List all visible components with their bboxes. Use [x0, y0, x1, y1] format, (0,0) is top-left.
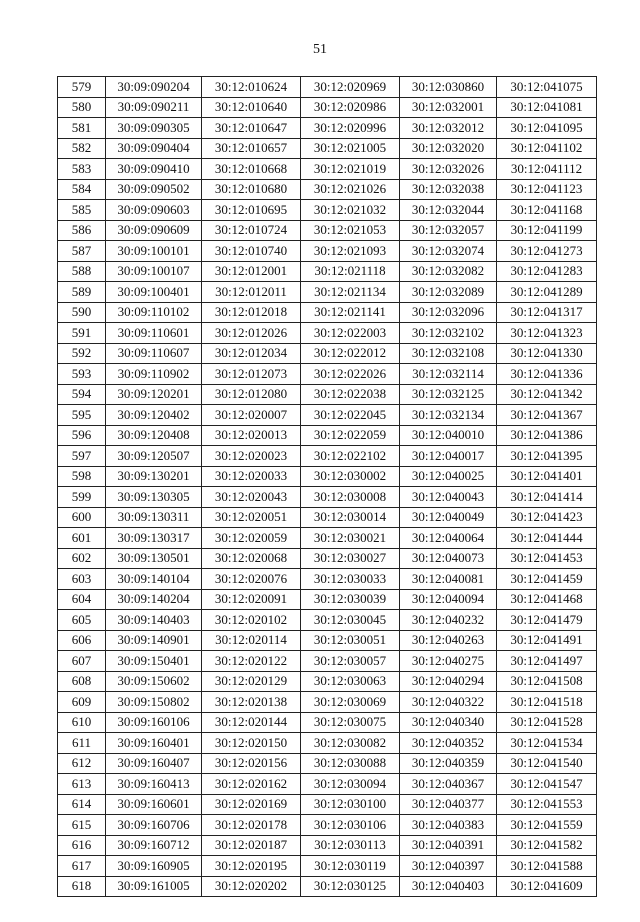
table-row	[58, 97, 597, 118]
cadastral-cell-col1: 30:09:120201	[106, 384, 202, 405]
cadastral-cell-col2: 30:12:020091	[202, 589, 301, 610]
row-number-cell: 614	[58, 794, 106, 815]
cadastral-cell-col2: 30:12:010724	[202, 220, 301, 241]
row-number-cell: 605	[58, 610, 106, 631]
cadastral-cell-col1: 30:09:100101	[106, 241, 202, 262]
cadastral-cell-col1: 30:09:110607	[106, 343, 202, 364]
row-number-cell: 599	[58, 487, 106, 508]
cadastral-cell-col3: 30:12:030057	[301, 651, 400, 672]
cadastral-cell-col1: 30:09:160413	[106, 774, 202, 795]
cadastral-cell-col1: 30:09:160601	[106, 794, 202, 815]
cadastral-cell-col5: 30:12:041423	[497, 507, 597, 528]
cadastral-cell-col2: 30:12:020178	[202, 815, 301, 836]
table-row	[58, 302, 597, 323]
table-row	[58, 446, 597, 467]
cadastral-cell-col2: 30:12:020013	[202, 425, 301, 446]
cadastral-cell-col1: 30:09:161005	[106, 876, 202, 897]
cadastral-cell-col3: 30:12:030106	[301, 815, 400, 836]
row-number-cell: 592	[58, 343, 106, 364]
cadastral-cell-col4: 30:12:032134	[400, 405, 497, 426]
table-row	[58, 118, 597, 139]
cadastral-cell-col3: 30:12:022045	[301, 405, 400, 426]
cadastral-cell-col2: 30:12:020138	[202, 692, 301, 713]
cadastral-cell-col1: 30:09:090502	[106, 179, 202, 200]
cadastral-cell-col4: 30:12:032026	[400, 159, 497, 180]
table-row	[58, 528, 597, 549]
row-number-cell: 596	[58, 425, 106, 446]
row-number-cell: 585	[58, 200, 106, 221]
cadastral-cell-col3: 30:12:030033	[301, 569, 400, 590]
cadastral-cell-col2: 30:12:020162	[202, 774, 301, 795]
cadastral-cell-col1: 30:09:130305	[106, 487, 202, 508]
table-row	[58, 774, 597, 795]
cadastral-cell-col3: 30:12:021032	[301, 200, 400, 221]
cadastral-cell-col3: 30:12:020996	[301, 118, 400, 139]
cadastral-cell-col5: 30:12:041081	[497, 97, 597, 118]
row-number-cell: 587	[58, 241, 106, 262]
cadastral-cell-col2: 30:12:012026	[202, 323, 301, 344]
cadastral-cell-col3: 30:12:021141	[301, 302, 400, 323]
table-row	[58, 77, 597, 98]
cadastral-cell-col3: 30:12:021026	[301, 179, 400, 200]
cadastral-cell-col5: 30:12:041559	[497, 815, 597, 836]
row-number-cell: 615	[58, 815, 106, 836]
cadastral-cell-col3: 30:12:022026	[301, 364, 400, 385]
row-number-cell: 609	[58, 692, 106, 713]
cadastral-cell-col3: 30:12:020986	[301, 97, 400, 118]
row-number-cell: 607	[58, 651, 106, 672]
table-row	[58, 610, 597, 631]
table-row	[58, 753, 597, 774]
cadastral-cell-col2: 30:12:020144	[202, 712, 301, 733]
cadastral-cell-col2: 30:12:020150	[202, 733, 301, 754]
table-row	[58, 200, 597, 221]
table-row	[58, 487, 597, 508]
cadastral-cell-col3: 30:12:021019	[301, 159, 400, 180]
cadastral-cell-col5: 30:12:041095	[497, 118, 597, 139]
cadastral-cell-col2: 30:12:020051	[202, 507, 301, 528]
cadastral-cell-col4: 30:12:040275	[400, 651, 497, 672]
cadastral-cell-col3: 30:12:030008	[301, 487, 400, 508]
cadastral-cell-col1: 30:09:090204	[106, 77, 202, 98]
cadastral-cell-col4: 30:12:030860	[400, 77, 497, 98]
row-number-cell: 602	[58, 548, 106, 569]
table-row	[58, 589, 597, 610]
row-number-cell: 593	[58, 364, 106, 385]
row-number-cell: 613	[58, 774, 106, 795]
cadastral-cell-col2: 30:12:020059	[202, 528, 301, 549]
cadastral-cell-col5: 30:12:041540	[497, 753, 597, 774]
cadastral-cell-col1: 30:09:160407	[106, 753, 202, 774]
table-row	[58, 364, 597, 385]
cadastral-cell-col5: 30:12:041330	[497, 343, 597, 364]
cadastral-cell-col1: 30:09:090305	[106, 118, 202, 139]
cadastral-cell-col3: 30:12:020969	[301, 77, 400, 98]
cadastral-cell-col5: 30:12:041528	[497, 712, 597, 733]
cadastral-cell-col2: 30:12:020169	[202, 794, 301, 815]
cadastral-cell-col2: 30:12:012018	[202, 302, 301, 323]
cadastral-cell-col3: 30:12:021005	[301, 138, 400, 159]
cadastral-cell-col4: 30:12:040064	[400, 528, 497, 549]
table-row	[58, 282, 597, 303]
cadastral-cell-col2: 30:12:010668	[202, 159, 301, 180]
cadastral-cell-col2: 30:12:020076	[202, 569, 301, 590]
cadastral-cell-col2: 30:12:020102	[202, 610, 301, 631]
cadastral-cell-col1: 30:09:130317	[106, 528, 202, 549]
cadastral-cell-col1: 30:09:160905	[106, 856, 202, 877]
cadastral-cell-col1: 30:09:110601	[106, 323, 202, 344]
table-row	[58, 794, 597, 815]
cadastral-cell-col3: 30:12:030069	[301, 692, 400, 713]
table-row	[58, 876, 597, 897]
cadastral-cell-col1: 30:09:090603	[106, 200, 202, 221]
cadastral-cell-col2: 30:12:020129	[202, 671, 301, 692]
cadastral-cell-col3: 30:12:030014	[301, 507, 400, 528]
cadastral-cell-col1: 30:09:110902	[106, 364, 202, 385]
cadastral-cell-col1: 30:09:100107	[106, 261, 202, 282]
table-row	[58, 548, 597, 569]
cadastral-cell-col2: 30:12:020114	[202, 630, 301, 651]
cadastral-table	[57, 76, 597, 897]
table-row	[58, 630, 597, 651]
cadastral-cell-col3: 30:12:030100	[301, 794, 400, 815]
table-row	[58, 220, 597, 241]
cadastral-cell-col5: 30:12:041317	[497, 302, 597, 323]
cadastral-cell-col1: 30:09:140403	[106, 610, 202, 631]
cadastral-cell-col2: 30:12:012034	[202, 343, 301, 364]
row-number-cell: 601	[58, 528, 106, 549]
cadastral-cell-col4: 30:12:040263	[400, 630, 497, 651]
cadastral-cell-col4: 30:12:040073	[400, 548, 497, 569]
cadastral-cell-col2: 30:12:020156	[202, 753, 301, 774]
cadastral-cell-col4: 30:12:040232	[400, 610, 497, 631]
cadastral-cell-col5: 30:12:041075	[497, 77, 597, 98]
cadastral-cell-col3: 30:12:030063	[301, 671, 400, 692]
cadastral-cell-col5: 30:12:041273	[497, 241, 597, 262]
cadastral-cell-col2: 30:12:010695	[202, 200, 301, 221]
table-row	[58, 835, 597, 856]
table-row	[58, 651, 597, 672]
row-number-cell: 610	[58, 712, 106, 733]
cadastral-cell-col4: 30:12:040359	[400, 753, 497, 774]
cadastral-cell-col3: 30:12:030045	[301, 610, 400, 631]
cadastral-cell-col5: 30:12:041609	[497, 876, 597, 897]
cadastral-cell-col2: 30:12:012011	[202, 282, 301, 303]
cadastral-cell-col3: 30:12:030039	[301, 589, 400, 610]
cadastral-cell-col4: 30:12:040367	[400, 774, 497, 795]
cadastral-cell-col5: 30:12:041414	[497, 487, 597, 508]
cadastral-cell-col4: 30:12:032057	[400, 220, 497, 241]
cadastral-cell-col5: 30:12:041582	[497, 835, 597, 856]
cadastral-cell-col5: 30:12:041283	[497, 261, 597, 282]
cadastral-cell-col2: 30:12:020187	[202, 835, 301, 856]
cadastral-cell-col3: 30:12:021134	[301, 282, 400, 303]
row-number-cell: 589	[58, 282, 106, 303]
cadastral-cell-col4: 30:12:032082	[400, 261, 497, 282]
cadastral-cell-col2: 30:12:020122	[202, 651, 301, 672]
cadastral-cell-col3: 30:12:030075	[301, 712, 400, 733]
cadastral-cell-col1: 30:09:130311	[106, 507, 202, 528]
row-number-cell: 595	[58, 405, 106, 426]
cadastral-cell-col1: 30:09:140104	[106, 569, 202, 590]
cadastral-cell-col5: 30:12:041336	[497, 364, 597, 385]
row-number-cell: 598	[58, 466, 106, 487]
cadastral-cell-col4: 30:12:032074	[400, 241, 497, 262]
cadastral-cell-col1: 30:09:130501	[106, 548, 202, 569]
cadastral-cell-col4: 30:12:040397	[400, 856, 497, 877]
row-number-cell: 612	[58, 753, 106, 774]
cadastral-cell-col5: 30:12:041386	[497, 425, 597, 446]
row-number-cell: 617	[58, 856, 106, 877]
cadastral-cell-col2: 30:12:020195	[202, 856, 301, 877]
cadastral-cell-col5: 30:12:041199	[497, 220, 597, 241]
row-number-cell: 588	[58, 261, 106, 282]
cadastral-cell-col4: 30:12:032096	[400, 302, 497, 323]
cadastral-cell-col5: 30:12:041367	[497, 405, 597, 426]
cadastral-cell-col3: 30:12:021093	[301, 241, 400, 262]
cadastral-cell-col5: 30:12:041168	[497, 200, 597, 221]
row-number-cell: 582	[58, 138, 106, 159]
cadastral-cell-col1: 30:09:120408	[106, 425, 202, 446]
cadastral-cell-col1: 30:09:090609	[106, 220, 202, 241]
cadastral-cell-col5: 30:12:041468	[497, 589, 597, 610]
cadastral-cell-col5: 30:12:041508	[497, 671, 597, 692]
page-number: 51	[313, 42, 327, 57]
cadastral-cell-col2: 30:12:020043	[202, 487, 301, 508]
row-number-cell: 583	[58, 159, 106, 180]
row-number-cell: 604	[58, 589, 106, 610]
cadastral-cell-col1: 30:09:090404	[106, 138, 202, 159]
table-row	[58, 138, 597, 159]
cadastral-cell-col4: 30:12:032044	[400, 200, 497, 221]
table-row	[58, 671, 597, 692]
cadastral-cell-col2: 30:12:010624	[202, 77, 301, 98]
table-row	[58, 815, 597, 836]
cadastral-cell-col2: 30:12:020068	[202, 548, 301, 569]
cadastral-cell-col3: 30:12:022003	[301, 323, 400, 344]
cadastral-cell-col1: 30:09:150602	[106, 671, 202, 692]
cadastral-cell-col4: 30:12:032020	[400, 138, 497, 159]
cadastral-cell-col5: 30:12:041444	[497, 528, 597, 549]
cadastral-cell-col3: 30:12:030051	[301, 630, 400, 651]
cadastral-cell-col4: 30:12:040025	[400, 466, 497, 487]
cadastral-cell-col4: 30:12:040294	[400, 671, 497, 692]
cadastral-cell-col2: 30:12:012080	[202, 384, 301, 405]
cadastral-cell-col5: 30:12:041323	[497, 323, 597, 344]
table-row	[58, 507, 597, 528]
cadastral-cell-col2: 30:12:010647	[202, 118, 301, 139]
cadastral-cell-col5: 30:12:041534	[497, 733, 597, 754]
row-number-cell: 591	[58, 323, 106, 344]
cadastral-cell-col5: 30:12:041491	[497, 630, 597, 651]
cadastral-cell-col5: 30:12:041401	[497, 466, 597, 487]
cadastral-cell-col1: 30:09:160712	[106, 835, 202, 856]
cadastral-cell-col2: 30:12:020033	[202, 466, 301, 487]
row-number-cell: 608	[58, 671, 106, 692]
cadastral-cell-col3: 30:12:030125	[301, 876, 400, 897]
cadastral-cell-col4: 30:12:040043	[400, 487, 497, 508]
table-row	[58, 712, 597, 733]
cadastral-cell-col1: 30:09:150802	[106, 692, 202, 713]
cadastral-table-body	[58, 77, 597, 897]
cadastral-cell-col2: 30:12:010680	[202, 179, 301, 200]
table-row	[58, 384, 597, 405]
cadastral-cell-col3: 30:12:030088	[301, 753, 400, 774]
cadastral-cell-col4: 30:12:032038	[400, 179, 497, 200]
cadastral-cell-col2: 30:12:010740	[202, 241, 301, 262]
table-row	[58, 343, 597, 364]
cadastral-cell-col4: 30:12:040322	[400, 692, 497, 713]
cadastral-cell-col1: 30:09:110102	[106, 302, 202, 323]
cadastral-cell-col1: 30:09:130201	[106, 466, 202, 487]
table-row	[58, 159, 597, 180]
cadastral-cell-col5: 30:12:041342	[497, 384, 597, 405]
cadastral-cell-col1: 30:09:090211	[106, 97, 202, 118]
row-number-cell: 590	[58, 302, 106, 323]
row-number-cell: 584	[58, 179, 106, 200]
table-row	[58, 323, 597, 344]
row-number-cell: 594	[58, 384, 106, 405]
cadastral-cell-col1: 30:09:160106	[106, 712, 202, 733]
table-row	[58, 569, 597, 590]
cadastral-cell-col1: 30:09:160706	[106, 815, 202, 836]
cadastral-cell-col5: 30:12:041459	[497, 569, 597, 590]
row-number-cell: 600	[58, 507, 106, 528]
cadastral-cell-col4: 30:12:040403	[400, 876, 497, 897]
row-number-cell: 581	[58, 118, 106, 139]
cadastral-cell-col3: 30:12:030021	[301, 528, 400, 549]
row-number-cell: 597	[58, 446, 106, 467]
cadastral-cell-col3: 30:12:022059	[301, 425, 400, 446]
cadastral-cell-col4: 30:12:032089	[400, 282, 497, 303]
table-row	[58, 241, 597, 262]
cadastral-cell-col3: 30:12:022012	[301, 343, 400, 364]
row-number-cell: 579	[58, 77, 106, 98]
cadastral-cell-col5: 30:12:041112	[497, 159, 597, 180]
cadastral-cell-col5: 30:12:041547	[497, 774, 597, 795]
cadastral-cell-col1: 30:09:090410	[106, 159, 202, 180]
cadastral-cell-col1: 30:09:120507	[106, 446, 202, 467]
cadastral-cell-col4: 30:12:032114	[400, 364, 497, 385]
cadastral-cell-col1: 30:09:140901	[106, 630, 202, 651]
cadastral-cell-col3: 30:12:030113	[301, 835, 400, 856]
cadastral-cell-col4: 30:12:040010	[400, 425, 497, 446]
row-number-cell: 603	[58, 569, 106, 590]
cadastral-cell-col1: 30:09:160401	[106, 733, 202, 754]
cadastral-cell-col5: 30:12:041102	[497, 138, 597, 159]
cadastral-cell-col2: 30:12:020023	[202, 446, 301, 467]
cadastral-cell-col2: 30:12:012001	[202, 261, 301, 282]
cadastral-cell-col4: 30:12:040049	[400, 507, 497, 528]
table-row	[58, 425, 597, 446]
cadastral-cell-col2: 30:12:010657	[202, 138, 301, 159]
cadastral-cell-col4: 30:12:032108	[400, 343, 497, 364]
cadastral-cell-col4: 30:12:040094	[400, 589, 497, 610]
row-number-cell: 586	[58, 220, 106, 241]
cadastral-cell-col1: 30:09:100401	[106, 282, 202, 303]
cadastral-cell-col4: 30:12:040017	[400, 446, 497, 467]
cadastral-cell-col1: 30:09:150401	[106, 651, 202, 672]
row-number-cell: 580	[58, 97, 106, 118]
cadastral-cell-col4: 30:12:032125	[400, 384, 497, 405]
row-number-cell: 616	[58, 835, 106, 856]
cadastral-cell-col3: 30:12:030082	[301, 733, 400, 754]
cadastral-cell-col3: 30:12:030094	[301, 774, 400, 795]
cadastral-cell-col2: 30:12:020007	[202, 405, 301, 426]
cadastral-cell-col5: 30:12:041123	[497, 179, 597, 200]
cadastral-cell-col5: 30:12:041289	[497, 282, 597, 303]
table-row	[58, 261, 597, 282]
row-number-cell: 606	[58, 630, 106, 651]
cadastral-cell-col4: 30:12:040352	[400, 733, 497, 754]
cadastral-cell-col4: 30:12:032012	[400, 118, 497, 139]
cadastral-cell-col5: 30:12:041479	[497, 610, 597, 631]
table-row	[58, 405, 597, 426]
cadastral-cell-col1: 30:09:140204	[106, 589, 202, 610]
cadastral-cell-col4: 30:12:032102	[400, 323, 497, 344]
cadastral-cell-col4: 30:12:032001	[400, 97, 497, 118]
cadastral-cell-col3: 30:12:022102	[301, 446, 400, 467]
cadastral-cell-col3: 30:12:030119	[301, 856, 400, 877]
row-number-cell: 618	[58, 876, 106, 897]
table-row	[58, 466, 597, 487]
cadastral-cell-col4: 30:12:040340	[400, 712, 497, 733]
cadastral-cell-col4: 30:12:040391	[400, 835, 497, 856]
cadastral-cell-col3: 30:12:030027	[301, 548, 400, 569]
cadastral-cell-col5: 30:12:041395	[497, 446, 597, 467]
table-row	[58, 856, 597, 877]
table-row	[58, 692, 597, 713]
cadastral-cell-col3: 30:12:021118	[301, 261, 400, 282]
cadastral-cell-col5: 30:12:041518	[497, 692, 597, 713]
cadastral-cell-col2: 30:12:012073	[202, 364, 301, 385]
cadastral-cell-col2: 30:12:010640	[202, 97, 301, 118]
cadastral-cell-col2: 30:12:020202	[202, 876, 301, 897]
cadastral-cell-col4: 30:12:040081	[400, 569, 497, 590]
cadastral-cell-col3: 30:12:022038	[301, 384, 400, 405]
cadastral-cell-col3: 30:12:021053	[301, 220, 400, 241]
row-number-cell: 611	[58, 733, 106, 754]
cadastral-cell-col4: 30:12:040377	[400, 794, 497, 815]
cadastral-cell-col5: 30:12:041588	[497, 856, 597, 877]
table-row	[58, 179, 597, 200]
cadastral-cell-col5: 30:12:041497	[497, 651, 597, 672]
cadastral-cell-col1: 30:09:120402	[106, 405, 202, 426]
cadastral-cell-col3: 30:12:030002	[301, 466, 400, 487]
cadastral-cell-col5: 30:12:041553	[497, 794, 597, 815]
cadastral-cell-col5: 30:12:041453	[497, 548, 597, 569]
table-row	[58, 733, 597, 754]
cadastral-cell-col4: 30:12:040383	[400, 815, 497, 836]
